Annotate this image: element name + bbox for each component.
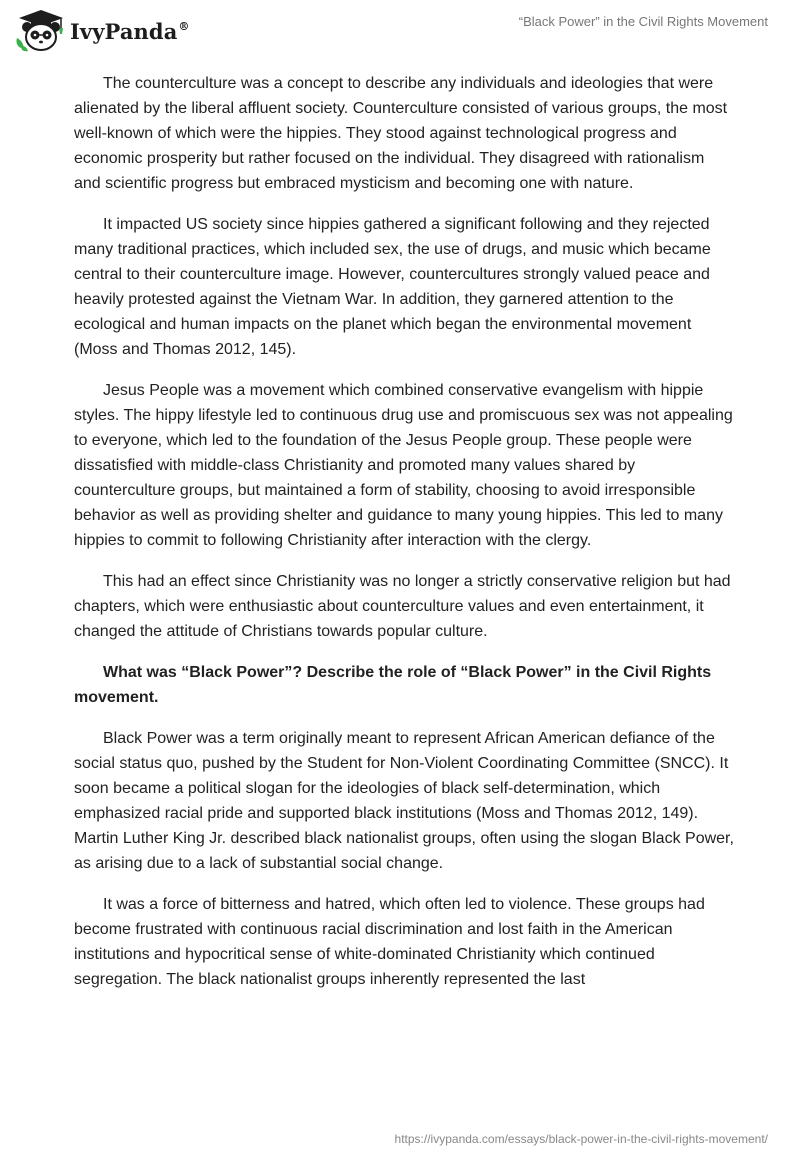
page-header (0, 0, 800, 60)
document-title: “Black Power” in the Civil Rights Movement (518, 14, 768, 29)
source-url[interactable]: https://ivypanda.com/essays/black-power-in-the-civil-rights-movement/ (394, 1132, 768, 1146)
paragraph: Jesus People was a movement which combined conservative evangelism with hippie styles. The hippy lifestyle led to continuous drug use and promiscuous sex was not appealing to everyone, which led to the foundation of the Jesus People group. These people were dissatisfied with middle-class Christianity and promoted many values shared by counterculture groups, but maintained a form of stability, choosing to avoid irresponsible behavior as well as providing shelter and guidance to many young hippies. This led to many hippies to commit to following Christianity after interaction with the clergy. (74, 382, 733, 549)
ivypanda-logo[interactable] (14, 8, 190, 52)
essay-body (74, 71, 734, 1008)
logo-text: IvyPanda (70, 18, 178, 44)
question-heading: What was “Black Power”? Describe the role of “Black Power” in the Civil Rights movement. (74, 664, 712, 706)
paragraph: It was a force of bitterness and hatred, which often led to violence. These groups had become frustrated with continuous racial discrimination and lost faith in the American institutions and hypocritical sense of white-dominated Christianity which continued segregation. The black nationalist groups inherently represented the last (74, 896, 705, 988)
paragraph: The counterculture was a concept to describe any individuals and ideologies that were alienated by the liberal affluent society. Counterculture consisted of various groups, the most well-known of which were the hippies. They stood against technological progress and economic prosperity but rather focused on the individual. They disagreed with rationalism and scientific progress but embraced mysticism and becoming one with nature. (74, 75, 728, 192)
paragraph: Black Power was a term originally meant to represent African American defiance of the social status quo, pushed by the Student for Non-Violent Coordinating Committee (SNCC). It soon became a political slogan for the ideologies of black self-determination, which emphasized racial pride and supported black institutions (Moss and Thomas 2012, 149). Martin Luther King Jr. described black nationalist groups, often using the slogan Black Power, as arising due to a lack of substantial social change. (74, 730, 734, 872)
paragraph: This had an effect since Christianity was no longer a strictly conservative religion but had chapters, which were enthusiastic about counterculture values and even entertainment, it changed the attitude of Christians towards popular culture. (74, 573, 731, 640)
panda-graduate-icon (14, 8, 68, 52)
logo-wordmark (70, 19, 190, 44)
paragraph: It impacted US society since hippies gathered a significant following and they rejected many traditional practices, which included sex, the use of drugs, and music which became central to their counterculture image. However, countercultures strongly valued peace and heavily protested against the Vietnam War. In addition, they garnered attention to the ecological and human impacts on the planet which began the environmental movement (Moss and Thomas 2012, 145). (74, 216, 711, 358)
registered-mark: ® (178, 19, 190, 33)
